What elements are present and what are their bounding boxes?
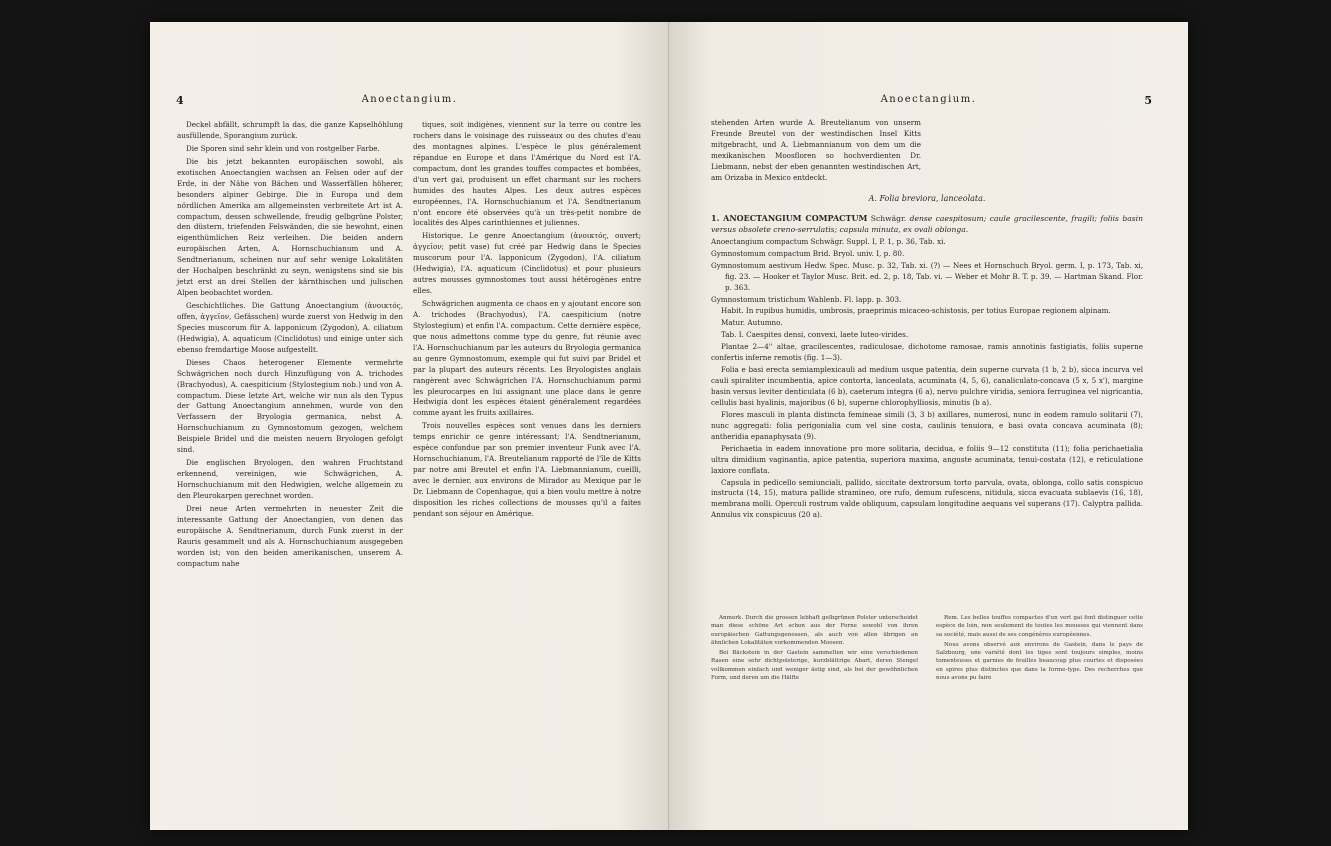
- paragraph: Historique. Le genre Anoectangium (ἀνοικτός, ouvert; ἀγγεῖον; petit vase) fut créé par Hedwig dans le Species muscorum pour l'A. lapponicum (Zygodon), l'A. ciliatum (Hedwigia), l'A. aquaticum (Cinclidotus) et pour plusieurs autres mousses gymnostomes tout aussi hétérogènes entre elles.: [413, 231, 641, 296]
- running-head: Anoectangium.: [361, 94, 458, 105]
- description-paragraph: Folia e basi erecta semiamplexicauli ad medium usque patentia, dein superne curvata (1 b, 2 b), sicca incurva vel cauli spiraliter incumbentia, apice contorta, lanceolata, acuminata (4, 5, 6), canaliculato-concava (5 x, 5 x'), margine basin versus leviter denticulata (6 b), caeterum integra (6 a), nervo pulchre viridia, seniora ferruginea vel nigricantia, cellulis basi hyalinis, majoribus (6 b), superne chlorophylliosis, minutis (b a).: [711, 365, 1143, 407]
- species-entry: [711, 212, 1143, 236]
- note-paragraph: Nous avons observé aux environs de Gastein, dans le pays de Salzbourg, une variété dont les tiges sont toujours simples, moins tomenteuses et garnies de feuilles beaucoup plus courtes et disposées en spires plus distinctes que dans la forme-type. Des recherches que nous avons pu faire: [936, 641, 1143, 681]
- running-head: Anoectangium.: [880, 94, 977, 105]
- book-spread: [150, 22, 1188, 830]
- intro-paragraph: stehenden Arten wurde A. Breutelianum von unserm Freunde Breutel von der westindischen Insel Kitts mitgebracht, und A. Liebmannianum von dem um die mexikanischen Moosfloren so hochverdienten Dr. Liebmann, nebst der eben genannten westindischen Art, am Orizaba in Mexico entdeckt.: [711, 118, 921, 182]
- column-german: [177, 120, 403, 572]
- paragraph: Die bis jetzt bekannten europäischen sowohl, als exotischen Anoectangien wachsen an Felsen oder auf der Erde, in der Nähe von Bächen und Wasserfällen höherer, besonders alpiner Gebirge. Die in Europa und dem nördlichen Amerika am allgemeinsten verbreitete Art ist A. compactum, dessen schwellende, freudig gelbgrüne Polster, den düstern, triefenden Felswänden, die sie bewohnt, einen eigenthümlichen Reiz verleihen. Die beiden andern europäischen Arten, A. Hornschuchianum und A. Sendtnerianum, scheinen nur auf sehr wenige Lokalitäten der Hochalpen beschränkt zu seyn, wenigstens sind sie bis jetzt erst an drei Stellen der kärnthischen und julischen Alpen beobachtet worden.: [177, 156, 403, 298]
- note-paragraph: Bei Bäckstein in der Gastein sammelten wir eine verschiedenen Rasen eine sehr dichtpolsterige, kurzblättrige Abart, deren Stengel vollkommen einfach und weniger ästig sind, als bei der gewöhnlichen Form, und deren um die Hälfte: [711, 650, 918, 681]
- note-french: [936, 614, 1143, 684]
- species-diagnosis: dense caespitosum; caule gracilescente, fragili; foliis basin versus obsolete creno-serrulatis; capsula minuta, ex ovali oblonga.: [711, 213, 1143, 235]
- plate-reference: Tab. I. Caespites densi, convexi, laete luteo-virides.: [721, 330, 909, 340]
- note-paragraph: Rem. Les belles touffes compactes d'un vert gai font distinguer cette espèce de loin, non seulement de toutes les mousses qui viennent dans sa société, mais aussi de ses congénères européennes.: [936, 615, 1143, 638]
- paragraph: Deckel abfällt, schrumpft la das, die ganze Kapselhöhlung ausfüllende, Sporangium zurück.: [177, 120, 403, 140]
- paragraph: Drei neue Arten vermehrten in neuester Zeit die interessante Gattung der Anoectangien, von denen das europäische A. Sendtnerianum, durch Funk zuerst in der Rauris gesammelt und als A. Hornschuchianum ausgegeben worden ist; von den beiden amerikanischen, unserem A. compactum nahe: [177, 503, 403, 568]
- description-paragraph: Plantae 2—4'' altae, gracilescentes, radiculosae, dichotome ramosae, ramis annotinis fastigiatis, foliis superne confertis inferne remotis (fig. 1—3).: [711, 342, 1143, 363]
- maturity: Matur. Autumno.: [721, 318, 783, 328]
- right-page: [669, 22, 1188, 830]
- synonym: Gymnostomum aestivum Hedw. Spec. Musc. p. 32, Tab. xi. (?) — Nees et Hornschuch Bryol. germ. I, p. 173, Tab. xi, fig. 23. — Hooker et Taylor Musc. Brit. ed. 2, p. 18, Tab. vi. — Weber et Mohr B. T. p. 39. — Hartman Skand. Flor. p. 363.: [711, 260, 1143, 292]
- column-french: [413, 120, 641, 522]
- paragraph: Trois nouvelles espèces sont venues dans les derniers temps enrichir ce genre intéressant; l'A. Sendtnerianum, espèce confondue par son premier inventeur Funk avec l'A. Hornschuchianum, l'A. Breutelianum rapporté de l'île de Kitts par notre ami Breutel et enfin l'A. Liebmannianum, cueilli, avec le dernier, aux environs de Mirador au Mexique par le Dr. Liebmann de Copenhague, qui a bien voulu mettre à notre disposition les riches collections de mousses qu'il a faites pendant son séjour en Amérique.: [413, 421, 641, 518]
- paragraph: Geschichtliches. Die Gattung Anoectangium (ἀνοικτός, offen, ἀγγεῖον, Gefässchen) wurde zuerst von Hedwig in den Species muscorum für A. lapponicum (Zygodon), A. ciliatum (Hedwigia), A. aquaticum (Cinclidotus) und einige unter sich ebenso fremdartige Moose aufgestellt.: [177, 301, 403, 354]
- description-paragraph: Capsula in pedicello semiunciali, pallido, siccitate dextrorsum torto parvula, ovata, oblonga, collo satis conspicuo instructa (14, 15), matura pallide stramineo, ore rufo, demum rufescens, nitidula, sicca evacuata sublaevis (16, 18), membrana molli. Operculi rostrum valde obliquum, capsulam longitudine aequans vel superans (17). Calyptra pallida. Annulus vix conspicuus (20 a).: [711, 477, 1143, 520]
- note-german: [711, 614, 918, 684]
- description-paragraph: Flores masculi in planta distincta femineae simili (3, 3 b) axillares, numerosi, nunc in eodem ramulo solitarii (7), nunc aggregati: folia perigonialia cum vel sine costa, caulinis tenuiora, e basi ovata concava acuminata (8); antheridia epanaphysata (9).: [711, 409, 1143, 441]
- paragraph: Schwägrichen augmenta ce chaos en y ajoutant encore son A. trichodes (Brachyodus), l'A. caespiticium (notre Stylostegium) et enfin l'A. compactum. Cette dernière espèce, que nous admettons comme type du genre, fut réunie avec l'A. Hornschuchianum par les auteurs du Bryologia germanica au genre Gymnostomum, exemple qui fut suivi par Bridel et par la plupart des auteurs récents. Les Bryologistes anglais rangèrent avec Schwägrichen l'A. Hornschuchianum parmi les pleurocarpes en lui assignant une place dans le genre Hedwigia dont les espèces étaient généralement regardées comme ayant les fruits axillaires.: [413, 299, 641, 418]
- footnotes: [711, 614, 1143, 684]
- page-number: 5: [1144, 94, 1152, 107]
- species-heading: 1. ANOECTANGIUM COMPACTUM: [711, 212, 868, 223]
- paragraph: Dieses Chaos heterogener Elemente vermehrte Schwägrichen noch durch Hinzufügung von A. trichodes (Brachyodus), A. caespiticium (Stylostegium nob.) und von A. compactum. Diese letzte Art, welche wir nun als den Typus der Gattung Anoectangium annehmen, wurde von den Verfassern der Bryologia germanica, nebst A. Hornschuchianum zu Gymnostomum gezogen, welchem Beispiele Bridel und die meisten neuern Bryologen gefolgt sind.: [177, 357, 403, 455]
- habitat: Habit. In rupibus humidis, umbrosis, praeprimis micaceo-schistosis, per totius Europae regionem alpinam.: [721, 306, 1111, 316]
- description-paragraph: Perichaetia in eadem innovatione pro more solitaria, decidua, e foliis 9—12 constituta (11); folia perichaetialia ultra dimidium vaginantia, apice patentia, superiora maxima, anguste acuminata, tenui-costata (12), e reticulatione laxiore conflata.: [711, 443, 1143, 475]
- synonym: Anoectangium compactum Schwägr. Suppl. I, P. 1, p. 36, Tab. xi.: [711, 236, 946, 246]
- note-paragraph: Anmerk. Durch die grossen lebhaft gelbgrünen Polster unterscheidet man diese schöne Art schon aus der Ferne sowohl von ihren europäischen Gattungsgenossen, als auch von allen übrigen an ähnlichen Lokalitäten vorkommenden Moosen.: [711, 615, 918, 646]
- synonym: Gymnostomum tristichum Wahlenb. Fl. lapp. p. 303.: [711, 294, 902, 304]
- paragraph: tiques, soit indigènes, viennent sur la terre ou contre les rochers dans le voisinage des ruisseaux ou des chutes d'eau des montagnes alpines. L'espèce le plus généralement répandue en Europe et dans l'Amérique du Nord est l'A. compactum, dont les grandes touffes compactes et bombées, d'un vert gai, produisent un effet charmant sur les rochers humides des hautes Alpes. Les deux autres espèces européennes, l'A. Hornschuchianum et l'A. Sendtnerianum n'ont encore été observées qu'à un très-petit nombre de localités des Alpes carinthiennes et juliennes.: [413, 120, 641, 228]
- left-page: [150, 22, 669, 830]
- section-title: A. Folia breviora, lanceolata.: [868, 193, 986, 203]
- species-author: Schwägr.: [870, 213, 907, 223]
- paragraph: Die englischen Bryologen, den wahren Fruchtstand erkennend, vereinigen, wie Schwägrichen, A. Hornschuchianum mit den Hedwigien, welche allgemein zu den Pleurokarpen gerechnet worden.: [177, 458, 403, 500]
- page-number: 4: [176, 94, 184, 107]
- paragraph: Die Sporen sind sehr klein und von rostgelber Farbe.: [186, 143, 380, 153]
- main-text: [711, 118, 1143, 522]
- synonym: Gymnostomum compactum Brid. Bryol. univ. I, p. 80.: [711, 248, 905, 258]
